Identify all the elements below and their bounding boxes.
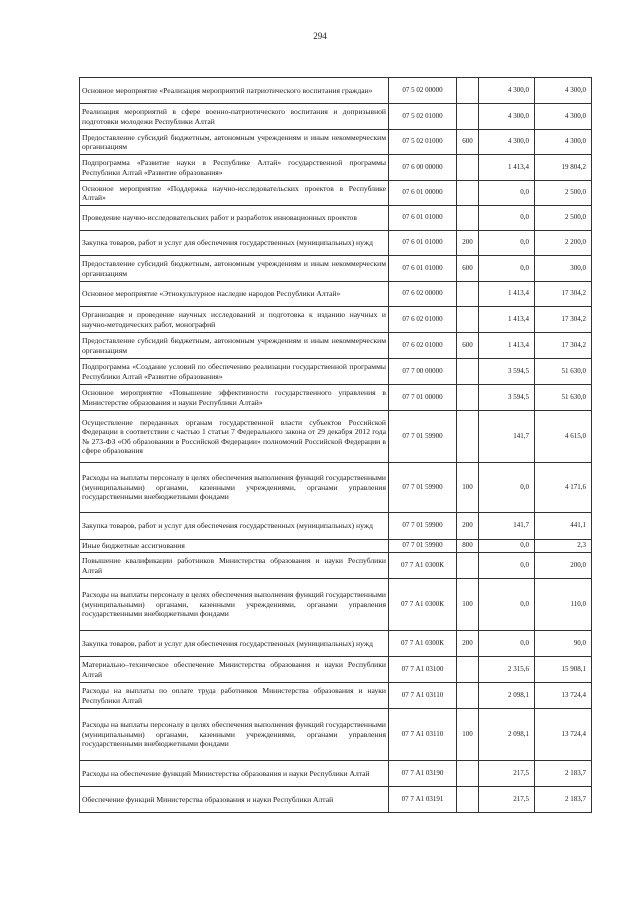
- row-code: 07 6 01 01000: [389, 231, 457, 256]
- table-row: [80, 553, 592, 579]
- row-amount-1: 0,0: [479, 206, 535, 231]
- table-row: [80, 333, 592, 359]
- row-amount-2: 300,0: [535, 256, 592, 282]
- table-row: [80, 540, 592, 553]
- row-amount-1: 4 300,0: [479, 78, 535, 104]
- row-vr: [457, 385, 479, 411]
- row-amount-2: 17 304,2: [535, 282, 592, 307]
- row-amount-1: 0,0: [479, 553, 535, 579]
- row-code: 07 6 00 00000: [389, 155, 457, 181]
- row-amount-1: 4 300,0: [479, 130, 535, 155]
- row-code: 07 6 02 01000: [389, 333, 457, 359]
- row-amount-1: 0,0: [479, 256, 535, 282]
- row-name: Подпрограмма «Развитие науки в Республике Алтай» государственной программы Республики Алтай «Развитие образования»: [80, 155, 389, 181]
- table-row: [80, 411, 592, 463]
- row-amount-1: 0,0: [479, 631, 535, 657]
- table-row: [80, 513, 592, 540]
- row-vr: [457, 307, 479, 333]
- row-code: 07 7 А1 0300К: [389, 631, 457, 657]
- row-name: Основное мероприятие «Этнокультурное наследие народов Республики Алтай»: [80, 282, 389, 307]
- row-name: Подпрограмма «Создание условий по обеспечению реализации государственной программы Республики Алтай «Развитие образования»: [80, 359, 389, 385]
- table-row: [80, 709, 592, 761]
- row-amount-2: 4 300,0: [535, 78, 592, 104]
- table-row: [80, 231, 592, 256]
- row-amount-1: 0,0: [479, 181, 535, 206]
- row-code: 07 7 А1 03190: [389, 761, 457, 787]
- row-amount-2: 17 304,2: [535, 333, 592, 359]
- row-vr: 200: [457, 231, 479, 256]
- row-code: 07 7 А1 0300К: [389, 579, 457, 631]
- row-code: 07 7 01 59900: [389, 411, 457, 463]
- row-code: 07 6 01 01000: [389, 256, 457, 282]
- row-amount-2: 51 630,0: [535, 359, 592, 385]
- row-vr: [457, 787, 479, 813]
- row-amount-2: 15 908,1: [535, 657, 592, 683]
- row-vr: [457, 78, 479, 104]
- row-amount-2: 2,3: [535, 540, 592, 553]
- row-name: Расходы на выплаты по оплате труда работников Министерства образования и науки Республики Алтай: [80, 683, 389, 709]
- row-name: Расходы на выплаты персоналу в целях обеспечения выполнения функций государственными (муниципальными) органами, казенными учреждениями, органами управления государственными внебюджетными фондами: [80, 709, 389, 761]
- row-amount-2: 4 171,6: [535, 463, 592, 513]
- table-row: [80, 463, 592, 513]
- row-amount-2: 13 724,4: [535, 683, 592, 709]
- row-vr: [457, 181, 479, 206]
- row-amount-1: 217,5: [479, 761, 535, 787]
- budget-table: [79, 77, 592, 813]
- row-vr: 100: [457, 709, 479, 761]
- row-amount-2: 4 300,0: [535, 104, 592, 130]
- row-code: 07 7 А1 03191: [389, 787, 457, 813]
- row-code: 07 7 01 59900: [389, 540, 457, 553]
- row-vr: [457, 155, 479, 181]
- budget-table-body: [80, 78, 592, 813]
- table-row: [80, 761, 592, 787]
- row-amount-1: 0,0: [479, 231, 535, 256]
- row-amount-2: 17 304,2: [535, 307, 592, 333]
- row-amount-2: 200,0: [535, 553, 592, 579]
- row-name: Расходы на обеспечение функций Министерства образования и науки Республики Алтай: [80, 761, 389, 787]
- table-row: [80, 683, 592, 709]
- table-row: [80, 282, 592, 307]
- row-name: Предоставление субсидий бюджетным, автономным учреждениям и иным некоммерческим организациям: [80, 256, 389, 282]
- row-vr: [457, 657, 479, 683]
- row-vr: [457, 359, 479, 385]
- row-amount-2: 4 615,0: [535, 411, 592, 463]
- row-name: Закупка товаров, работ и услуг для обеспечения государственных (муниципальных) нужд: [80, 631, 389, 657]
- row-code: 07 6 01 01000: [389, 206, 457, 231]
- row-amount-1: 1 413,4: [479, 333, 535, 359]
- table-row: [80, 78, 592, 104]
- row-amount-2: 51 630,0: [535, 385, 592, 411]
- row-amount-1: 2 315,6: [479, 657, 535, 683]
- row-code: 07 5 02 00000: [389, 78, 457, 104]
- row-vr: [457, 411, 479, 463]
- row-amount-1: 2 098,1: [479, 683, 535, 709]
- row-vr: [457, 683, 479, 709]
- table-row: [80, 181, 592, 206]
- table-row: [80, 359, 592, 385]
- table-row: [80, 307, 592, 333]
- row-vr: 100: [457, 463, 479, 513]
- row-vr: 600: [457, 256, 479, 282]
- row-amount-1: 2 098,1: [479, 709, 535, 761]
- row-amount-1: 1 413,4: [479, 155, 535, 181]
- table-row: [80, 385, 592, 411]
- row-name: Предоставление субсидий бюджетным, автономным учреждениям и иным некоммерческим организациям: [80, 333, 389, 359]
- row-name: Реализация мероприятий в сфере военно-патриотического воспитания и допризывной подготовки молодежи Республики Алтай: [80, 104, 389, 130]
- row-name: Материально–техническое обеспечение Министерства образования и науки Республики Алтай: [80, 657, 389, 683]
- row-code: 07 7 А1 03110: [389, 683, 457, 709]
- row-amount-2: 90,0: [535, 631, 592, 657]
- row-code: 07 5 02 01000: [389, 130, 457, 155]
- row-name: Расходы на выплаты персоналу в целях обеспечения выполнения функций государственными (муниципальными) органами, казенными учреждениями, органами управления государственными внебюджетными фондами: [80, 579, 389, 631]
- row-amount-2: 2 200,0: [535, 231, 592, 256]
- row-name: Закупка товаров, работ и услуг для обеспечения государственных (муниципальных) нужд: [80, 231, 389, 256]
- table-row: [80, 206, 592, 231]
- table-row: [80, 256, 592, 282]
- row-amount-2: 2 183,7: [535, 787, 592, 813]
- row-amount-1: 0,0: [479, 540, 535, 553]
- row-amount-1: 4 300,0: [479, 104, 535, 130]
- row-name: Иные бюджетные ассигнования: [80, 540, 389, 553]
- table-row: [80, 155, 592, 181]
- row-name: Проведение научно-исследовательских работ и разработок инновационных проектов: [80, 206, 389, 231]
- page-number: 294: [313, 31, 327, 41]
- row-amount-1: 3 594,5: [479, 385, 535, 411]
- row-amount-1: 0,0: [479, 463, 535, 513]
- row-vr: [457, 553, 479, 579]
- row-amount-2: 2 500,0: [535, 206, 592, 231]
- row-amount-2: 19 804,2: [535, 155, 592, 181]
- row-name: Расходы на выплаты персоналу в целях обеспечения выполнения функций государственными (муниципальными) органами, казенными учреждениями, органами управления государственными внебюджетными фондами: [80, 463, 389, 513]
- row-code: 07 5 02 01000: [389, 104, 457, 130]
- row-name: Закупка товаров, работ и услуг для обеспечения государственных (муниципальных) нужд: [80, 513, 389, 540]
- row-vr: [457, 761, 479, 787]
- table-row: [80, 130, 592, 155]
- row-code: 07 7 01 59900: [389, 513, 457, 540]
- row-vr: 600: [457, 130, 479, 155]
- row-vr: 600: [457, 333, 479, 359]
- row-amount-2: 2 183,7: [535, 761, 592, 787]
- row-vr: [457, 104, 479, 130]
- table-row: [80, 631, 592, 657]
- table-row: [80, 787, 592, 813]
- row-amount-2: 4 300,0: [535, 130, 592, 155]
- row-name: Повышение квалификации работников Министерства образования и науки Республики Алтай: [80, 553, 389, 579]
- row-name: Обеспечение функций Министерства образования и науки Республики Алтай: [80, 787, 389, 813]
- row-vr: 100: [457, 579, 479, 631]
- row-name: Осуществление переданных органам государственной власти субъектов Российской Федерации в соответствии с частью 1 статьи 7 Федерального закона от 29 декабря 2012 года № 273-ФЗ «Об образовании в Российской Федерации» полномочий Российской Федерации в сфере образования: [80, 411, 389, 463]
- row-code: 07 7 00 00000: [389, 359, 457, 385]
- row-amount-1: 1 413,4: [479, 282, 535, 307]
- row-amount-2: 2 500,0: [535, 181, 592, 206]
- row-code: 07 7 01 00000: [389, 385, 457, 411]
- row-name: Основное мероприятие «Реализация мероприятий патриотического воспитания граждан»: [80, 78, 389, 104]
- row-vr: 200: [457, 513, 479, 540]
- row-vr: [457, 206, 479, 231]
- table-row: [80, 657, 592, 683]
- table-row: [80, 579, 592, 631]
- row-amount-2: 441,1: [535, 513, 592, 540]
- row-name: Предоставление субсидий бюджетным, автономным учреждениям и иным некоммерческим организациям: [80, 130, 389, 155]
- row-vr: 200: [457, 631, 479, 657]
- row-name: Основное мероприятие «Повышение эффективности государственного управления в Министерстве образования и науки Республики Алтай»: [80, 385, 389, 411]
- row-code: 07 7 А1 03110: [389, 709, 457, 761]
- row-amount-2: 110,0: [535, 579, 592, 631]
- row-amount-1: 141,7: [479, 513, 535, 540]
- row-name: Организация и проведение научных исследований и подготовка к изданию научных и научно-методических работ, монографий: [80, 307, 389, 333]
- row-code: 07 7 01 59900: [389, 463, 457, 513]
- row-code: 07 6 01 00000: [389, 181, 457, 206]
- row-amount-1: 217,5: [479, 787, 535, 813]
- table-row: [80, 104, 592, 130]
- row-amount-1: 1 413,4: [479, 307, 535, 333]
- row-code: 07 7 А1 03100: [389, 657, 457, 683]
- row-vr: [457, 282, 479, 307]
- row-code: 07 6 02 01000: [389, 307, 457, 333]
- row-code: 07 7 А1 0300К: [389, 553, 457, 579]
- row-amount-1: 0,0: [479, 579, 535, 631]
- row-code: 07 6 02 00000: [389, 282, 457, 307]
- row-vr: 800: [457, 540, 479, 553]
- row-amount-1: 3 594,5: [479, 359, 535, 385]
- row-name: Основное мероприятие «Поддержка научно-исследовательских проектов в Республике Алтай»: [80, 181, 389, 206]
- row-amount-1: 141,7: [479, 411, 535, 463]
- row-amount-2: 13 724,4: [535, 709, 592, 761]
